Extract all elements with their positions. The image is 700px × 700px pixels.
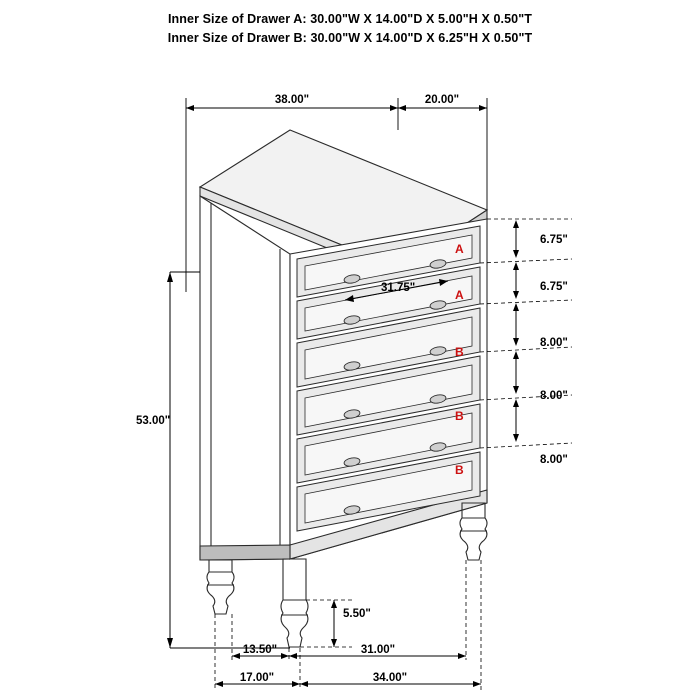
dim-base-width: 31.00"	[360, 644, 396, 656]
dim-drawer-1-height: 6.75"	[540, 234, 568, 246]
leg-right	[460, 503, 487, 560]
drawer-label-2: A	[455, 288, 464, 302]
dim-top-width: 38.00"	[274, 94, 310, 106]
dim-top-depth: 20.00"	[424, 94, 460, 106]
dim-drawer-5-height: 8.00"	[540, 454, 568, 466]
leg-height-group	[300, 600, 371, 647]
dim-drawer-2-height: 6.75"	[540, 281, 568, 293]
dim-overall-height: 53.00"	[136, 415, 171, 427]
cabinet-body	[200, 130, 487, 647]
leg-left	[207, 560, 234, 614]
drawer-a-inner-size: Inner Size of Drawer A: 30.00"W X 14.00"D X 5.00"H X 0.50"T	[167, 12, 532, 26]
dim-foot-width: 34.00"	[372, 672, 408, 684]
right-dimension-group	[480, 219, 572, 466]
dim-drawer-3-height: 8.00"	[540, 337, 568, 349]
leg-center	[281, 559, 308, 647]
drawer-label-4: B	[455, 409, 464, 423]
drawer-b-inner-size: Inner Size of Drawer B: 30.00"W X 14.00"D X 6.25"H X 0.50"T	[167, 31, 533, 45]
drawer-label-1: A	[455, 242, 464, 256]
dim-drawer-front-width: 31.75"	[381, 282, 416, 294]
dim-base-depth: 13.50"	[242, 644, 278, 656]
drawer-label-5: B	[455, 463, 464, 477]
dim-drawer-4-height: 8.00"	[540, 390, 568, 402]
drawer-label-3: B	[455, 345, 464, 359]
dim-leg-height: 5.50"	[343, 608, 371, 620]
bottom-dimension-group	[215, 560, 481, 690]
dim-foot-depth: 17.00"	[239, 672, 275, 684]
